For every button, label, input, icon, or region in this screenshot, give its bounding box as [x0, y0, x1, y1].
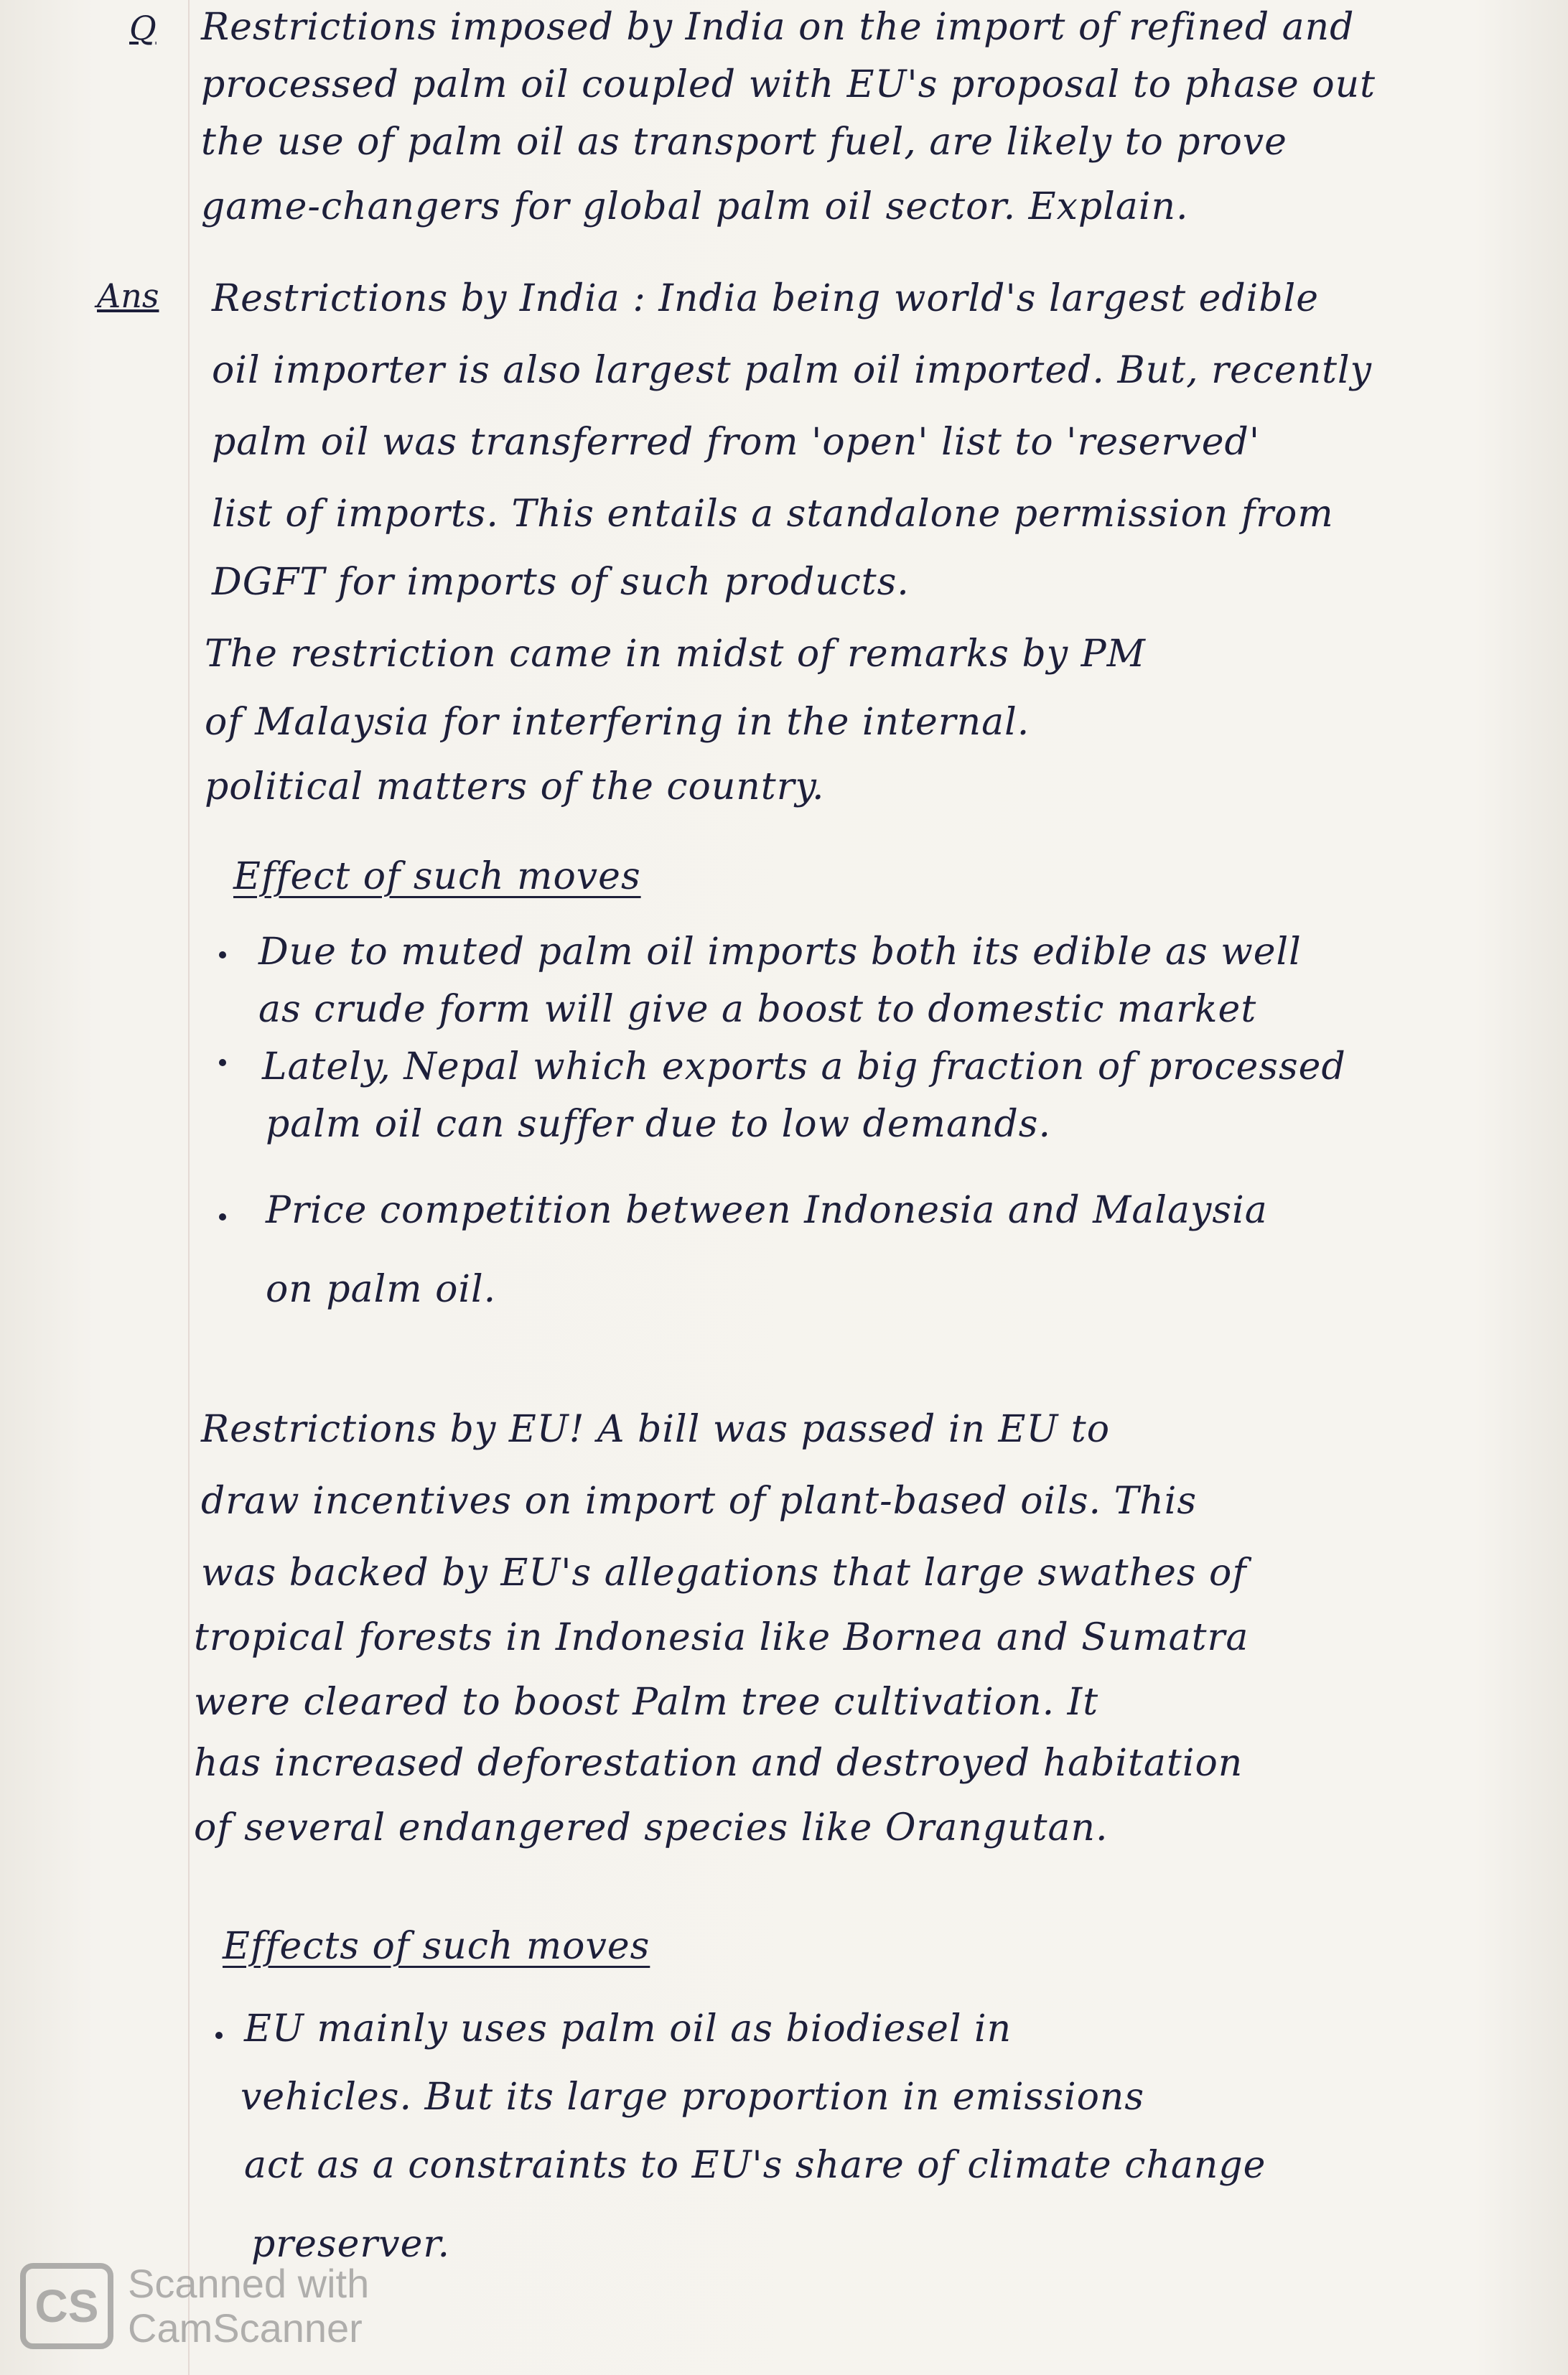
- eu-line-2: draw incentives on import of plant-based oils. This: [201, 1480, 1198, 1523]
- camscanner-logo-icon: CS: [20, 2263, 113, 2349]
- india-line-3: palm oil was transferred from 'open' list to 'reserved': [212, 421, 1261, 464]
- question-line-2: processed palm oil coupled with EU's proposal to phase out: [201, 63, 1376, 106]
- india-line-2: oil importer is also largest palm oil imported. But, recently: [212, 349, 1373, 392]
- eu-line-6: has increased deforestation and destroyed habitation: [194, 1742, 1243, 1785]
- eu-line-1: Restrictions by EU! A bill was passed in EU to: [201, 1408, 1110, 1451]
- eu-line-7: of several endangered species like Orangutan.: [194, 1806, 1109, 1849]
- india-line-4: list of imports. This entails a standalone permission from: [212, 493, 1334, 536]
- india-effect-3-line-2: on palm oil.: [266, 1268, 497, 1311]
- india-line-6: The restriction came in midst of remarks by PM: [205, 633, 1146, 676]
- camscanner-watermark: [20, 2262, 369, 2350]
- watermark-line-2: CamScanner: [128, 2305, 363, 2351]
- bullet-dot: [219, 1059, 226, 1066]
- bullet-dot: [219, 951, 226, 958]
- eu-line-4: tropical forests in Indonesia like Bornea and Sumatra: [194, 1616, 1249, 1659]
- bullet-dot: [215, 2032, 223, 2039]
- india-effect-1-line-2: as crude form will give a boost to domestic market: [258, 988, 1257, 1031]
- question-line-1: Restrictions imposed by India on the import of refined and: [201, 6, 1355, 49]
- india-line-1: Restrictions by India : India being world's largest edible: [212, 277, 1320, 320]
- india-line-5: DGFT for imports of such products.: [212, 561, 910, 604]
- margin-line: [188, 0, 190, 2375]
- india-effect-1-line-1: Due to muted palm oil imports both its edible as well: [258, 930, 1302, 974]
- india-effect-3-line-1: Price competition between Indonesia and Malaysia: [266, 1189, 1268, 1232]
- eu-line-5: were cleared to boost Palm tree cultivation. It: [194, 1681, 1099, 1724]
- india-effect-2-line-1: Lately, Nepal which exports a big fraction of processed: [262, 1045, 1346, 1088]
- eu-effects-heading: Effects of such moves: [223, 1925, 650, 1968]
- watermark-line-1: Scanned with: [128, 2261, 370, 2306]
- question-marker: Q: [129, 9, 157, 47]
- eu-line-3: was backed by EU's allegations that large swathes of: [201, 1552, 1247, 1595]
- eu-effect-1-line-3: act as a constraints to EU's share of climate change: [244, 2144, 1266, 2187]
- eu-effect-1-line-2: vehicles. But its large proportion in emissions: [241, 2076, 1145, 2119]
- answer-marker: Ans: [97, 276, 159, 315]
- eu-effect-1-line-4: preserver.: [251, 2223, 451, 2266]
- bullet-dot: [219, 1213, 226, 1221]
- question-line-4: game-changers for global palm oil sector. Explain.: [201, 185, 1189, 228]
- india-line-8: political matters of the country.: [205, 765, 825, 808]
- india-line-7: of Malaysia for interfering in the internal.: [205, 701, 1030, 744]
- eu-effect-1-line-1: EU mainly uses palm oil as biodiesel in: [244, 2007, 1012, 2050]
- question-line-3: the use of palm oil as transport fuel, are likely to prove: [201, 121, 1287, 164]
- india-effects-heading: Effect of such moves: [233, 855, 641, 898]
- india-effect-2-line-2: palm oil can suffer due to low demands.: [266, 1103, 1051, 1146]
- watermark-text: [128, 2262, 369, 2350]
